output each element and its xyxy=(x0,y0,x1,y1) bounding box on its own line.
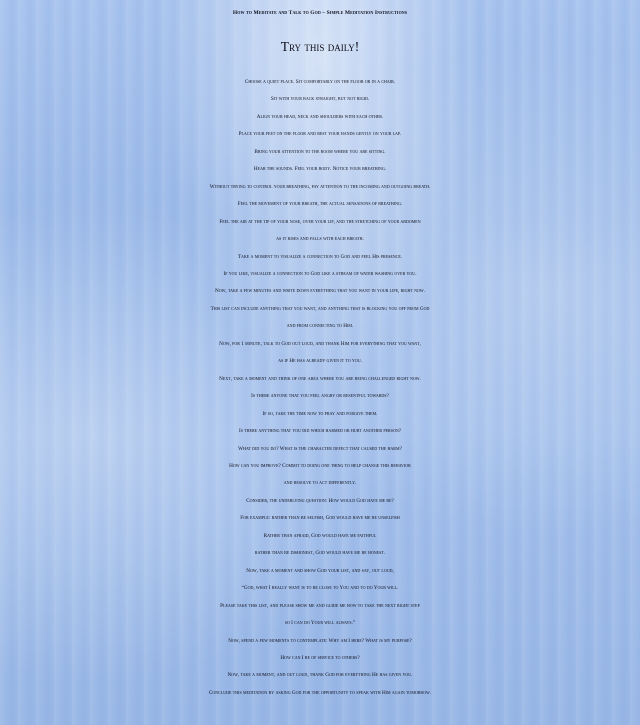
instruction-line: Now, take a moment and show God your list, and say, out loud, xyxy=(246,567,394,574)
instruction-line: Please take this list, and please show me and guide me how to take the next right step xyxy=(220,602,420,609)
instruction-line: For example: rather than be selfish, God would have me be unselfish xyxy=(240,515,400,522)
instruction-line: Now, spend a few moments to contemplate: Why am I here? What is my purpose? xyxy=(228,637,412,644)
instruction-line: and resolve to act differently. xyxy=(283,480,357,487)
instruction-line: Now, take a few minutes and write down everything that you want in your life, right now. xyxy=(214,288,426,295)
instruction-line: What did you do? What is the character defect that caused the harm? xyxy=(238,445,402,452)
instruction-line: Is there anything that you did which harmed or hurt another person? xyxy=(238,428,402,435)
instruction-line: Align your head, neck and shoulders with each other. xyxy=(256,113,384,120)
instruction-line: as if He has already given it to you. xyxy=(278,358,362,365)
instruction-line: Hear the sounds. Feel your body. Notice your breathing. xyxy=(253,166,387,173)
instruction-line: “God, what I really want is to be close to You and to do Your will. xyxy=(241,585,399,592)
instruction-line: Bring your attention to the room where you are sitting. xyxy=(254,148,386,155)
instruction-line: Now, for 1 minute, talk to God out loud, and thank Him for everything that you want, xyxy=(219,340,421,347)
instruction-line: rather than be dishonest, God would have me be honest. xyxy=(254,550,386,557)
instruction-line: Without trying to control your breathing, pay attention to the incoming and outgoing breath. xyxy=(209,183,431,190)
instruction-line: Now, take a moment, and out loud, thank God for everything He has given you. xyxy=(227,672,413,679)
instruction-line: If you like, visualize a connection to God like a stream of water washing over you. xyxy=(223,270,417,277)
instruction-line: This list can include anything that you want, and anything that is blocking you off from God xyxy=(210,305,430,312)
instruction-line: Choose a quiet place. Sit comfortably on the floor or in a chair. xyxy=(244,79,396,85)
instruction-line: Feel the air at the tip of your nose, over your lip, and the stretching of your abdomen xyxy=(219,218,421,225)
instruction-line: Conclude this meditation by asking God for the opportunity to speak with Him again tomorrow. xyxy=(208,689,432,696)
instruction-line: so I can do Your will always.” xyxy=(284,620,356,627)
instruction-line: If so, take the time now to pray and forgive them. xyxy=(262,410,378,417)
instruction-line: and from connecting to Him. xyxy=(286,323,354,330)
instruction-line: Sit with your back straight, but not rigid. xyxy=(270,96,370,103)
page-title: How to Meditate and Talk to God – Simple Meditation Instructions xyxy=(232,10,408,16)
instruction-line: Feel the movement of your breath, the actual sensations of breathing. xyxy=(237,201,403,208)
instruction-line: Consider, the underlying question: How would God have me be? xyxy=(246,497,394,504)
instruction-line: Rather than afraid, God would have me faithful xyxy=(263,532,377,539)
page-subtitle: Try this daily! xyxy=(280,39,360,54)
instruction-line: Is there anyone that you feel angry or resentful towards? xyxy=(251,393,389,400)
instruction-list xyxy=(0,74,640,702)
instruction-line: Next, take a moment and think of one area where you are being challenged right now. xyxy=(219,375,421,382)
instruction-line: Place your feet on the floor and rest your hands gently on your lap. xyxy=(238,131,402,138)
instruction-line: How can you improve? Commit to doing one thing to help change this behavior xyxy=(229,462,411,469)
instruction-line: as it rises and falls with each breath. xyxy=(276,236,364,243)
instruction-line: Take a moment to visualize a connection to God and feel His presence. xyxy=(237,253,403,260)
instruction-line: How can I be of service to others? xyxy=(280,654,360,661)
